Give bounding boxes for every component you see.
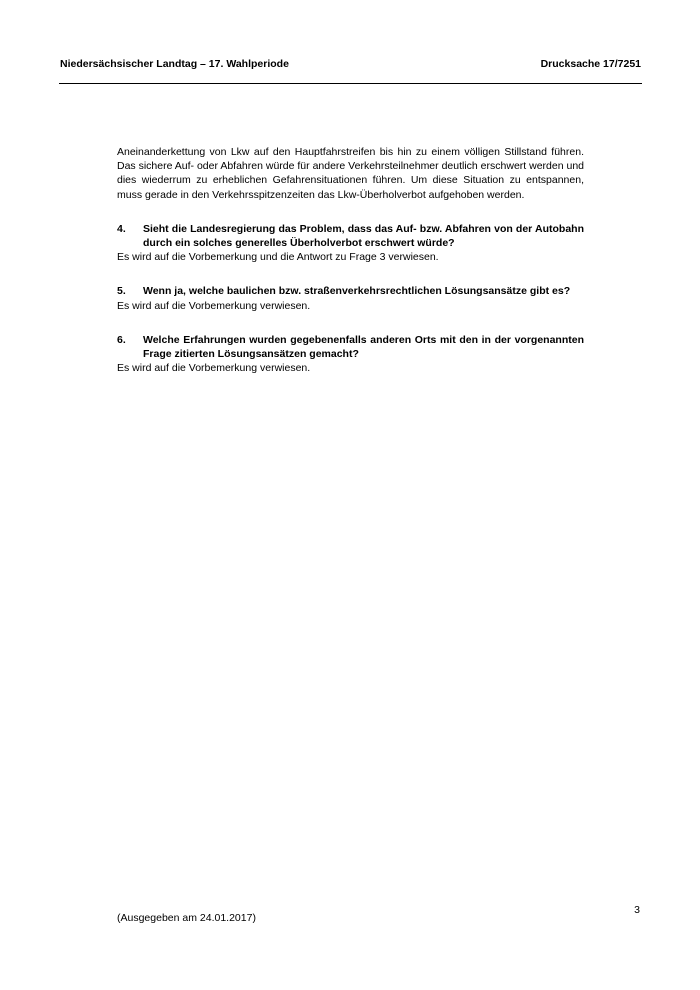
question-number: 6. (117, 333, 126, 346)
question-4 (117, 222, 584, 250)
answer-4: Es wird auf die Vorbemerkung und die Antwort zu Frage 3 verwiesen. (117, 251, 439, 264)
question-text: Wenn ja, welche baulichen bzw. straßenverkehrsrechtlichen Lösungsansätze gibt es? (143, 285, 571, 298)
issued-date-note: (Ausgegeben am 24.01.2017) (117, 912, 256, 924)
answer-5: Es wird auf die Vorbemerkung verwiesen. (117, 299, 311, 312)
question-text: Welche Erfahrungen wurden gegebenenfalls anderen Orts mit den in der vorgenannten Frage zitierten Lösungsansätzen gemacht? (143, 333, 584, 361)
question-6 (117, 333, 584, 361)
question-text: Sieht die Landesregierung das Problem, dass das Auf- bzw. Abfahren von der Autobahn durch ein solches generelles Überholverbot erschwert würde? (143, 222, 584, 250)
header-publisher: Niedersächsischer Landtag – 17. Wahlperiode (60, 58, 289, 70)
answer-6: Es wird auf die Vorbemerkung verwiesen. (117, 362, 311, 375)
question-number: 5. (117, 285, 126, 298)
intro-paragraph: Aneinanderkettung von Lkw auf den Hauptfahrstreifen bis hin zu einem völligen Stillstand führen. Das sichere Auf- oder Abfahren würde für andere Verkehrsteilnehmer deutlich erschwert werden und dies wiederrum zu erheblichen Gefahrensituationen führen. Um diese Situation zu entspannen, muss gerade in den Verkehrsspitzenzeiten das Lkw-Überholverbot aufgehoben werden. (117, 146, 584, 201)
document-body (117, 145, 584, 375)
page-number: 3 (634, 904, 640, 916)
question-number: 4. (117, 222, 126, 235)
header-divider (59, 83, 642, 84)
header-document-number: Drucksache 17/7251 (540, 58, 641, 70)
question-5 (117, 284, 584, 298)
